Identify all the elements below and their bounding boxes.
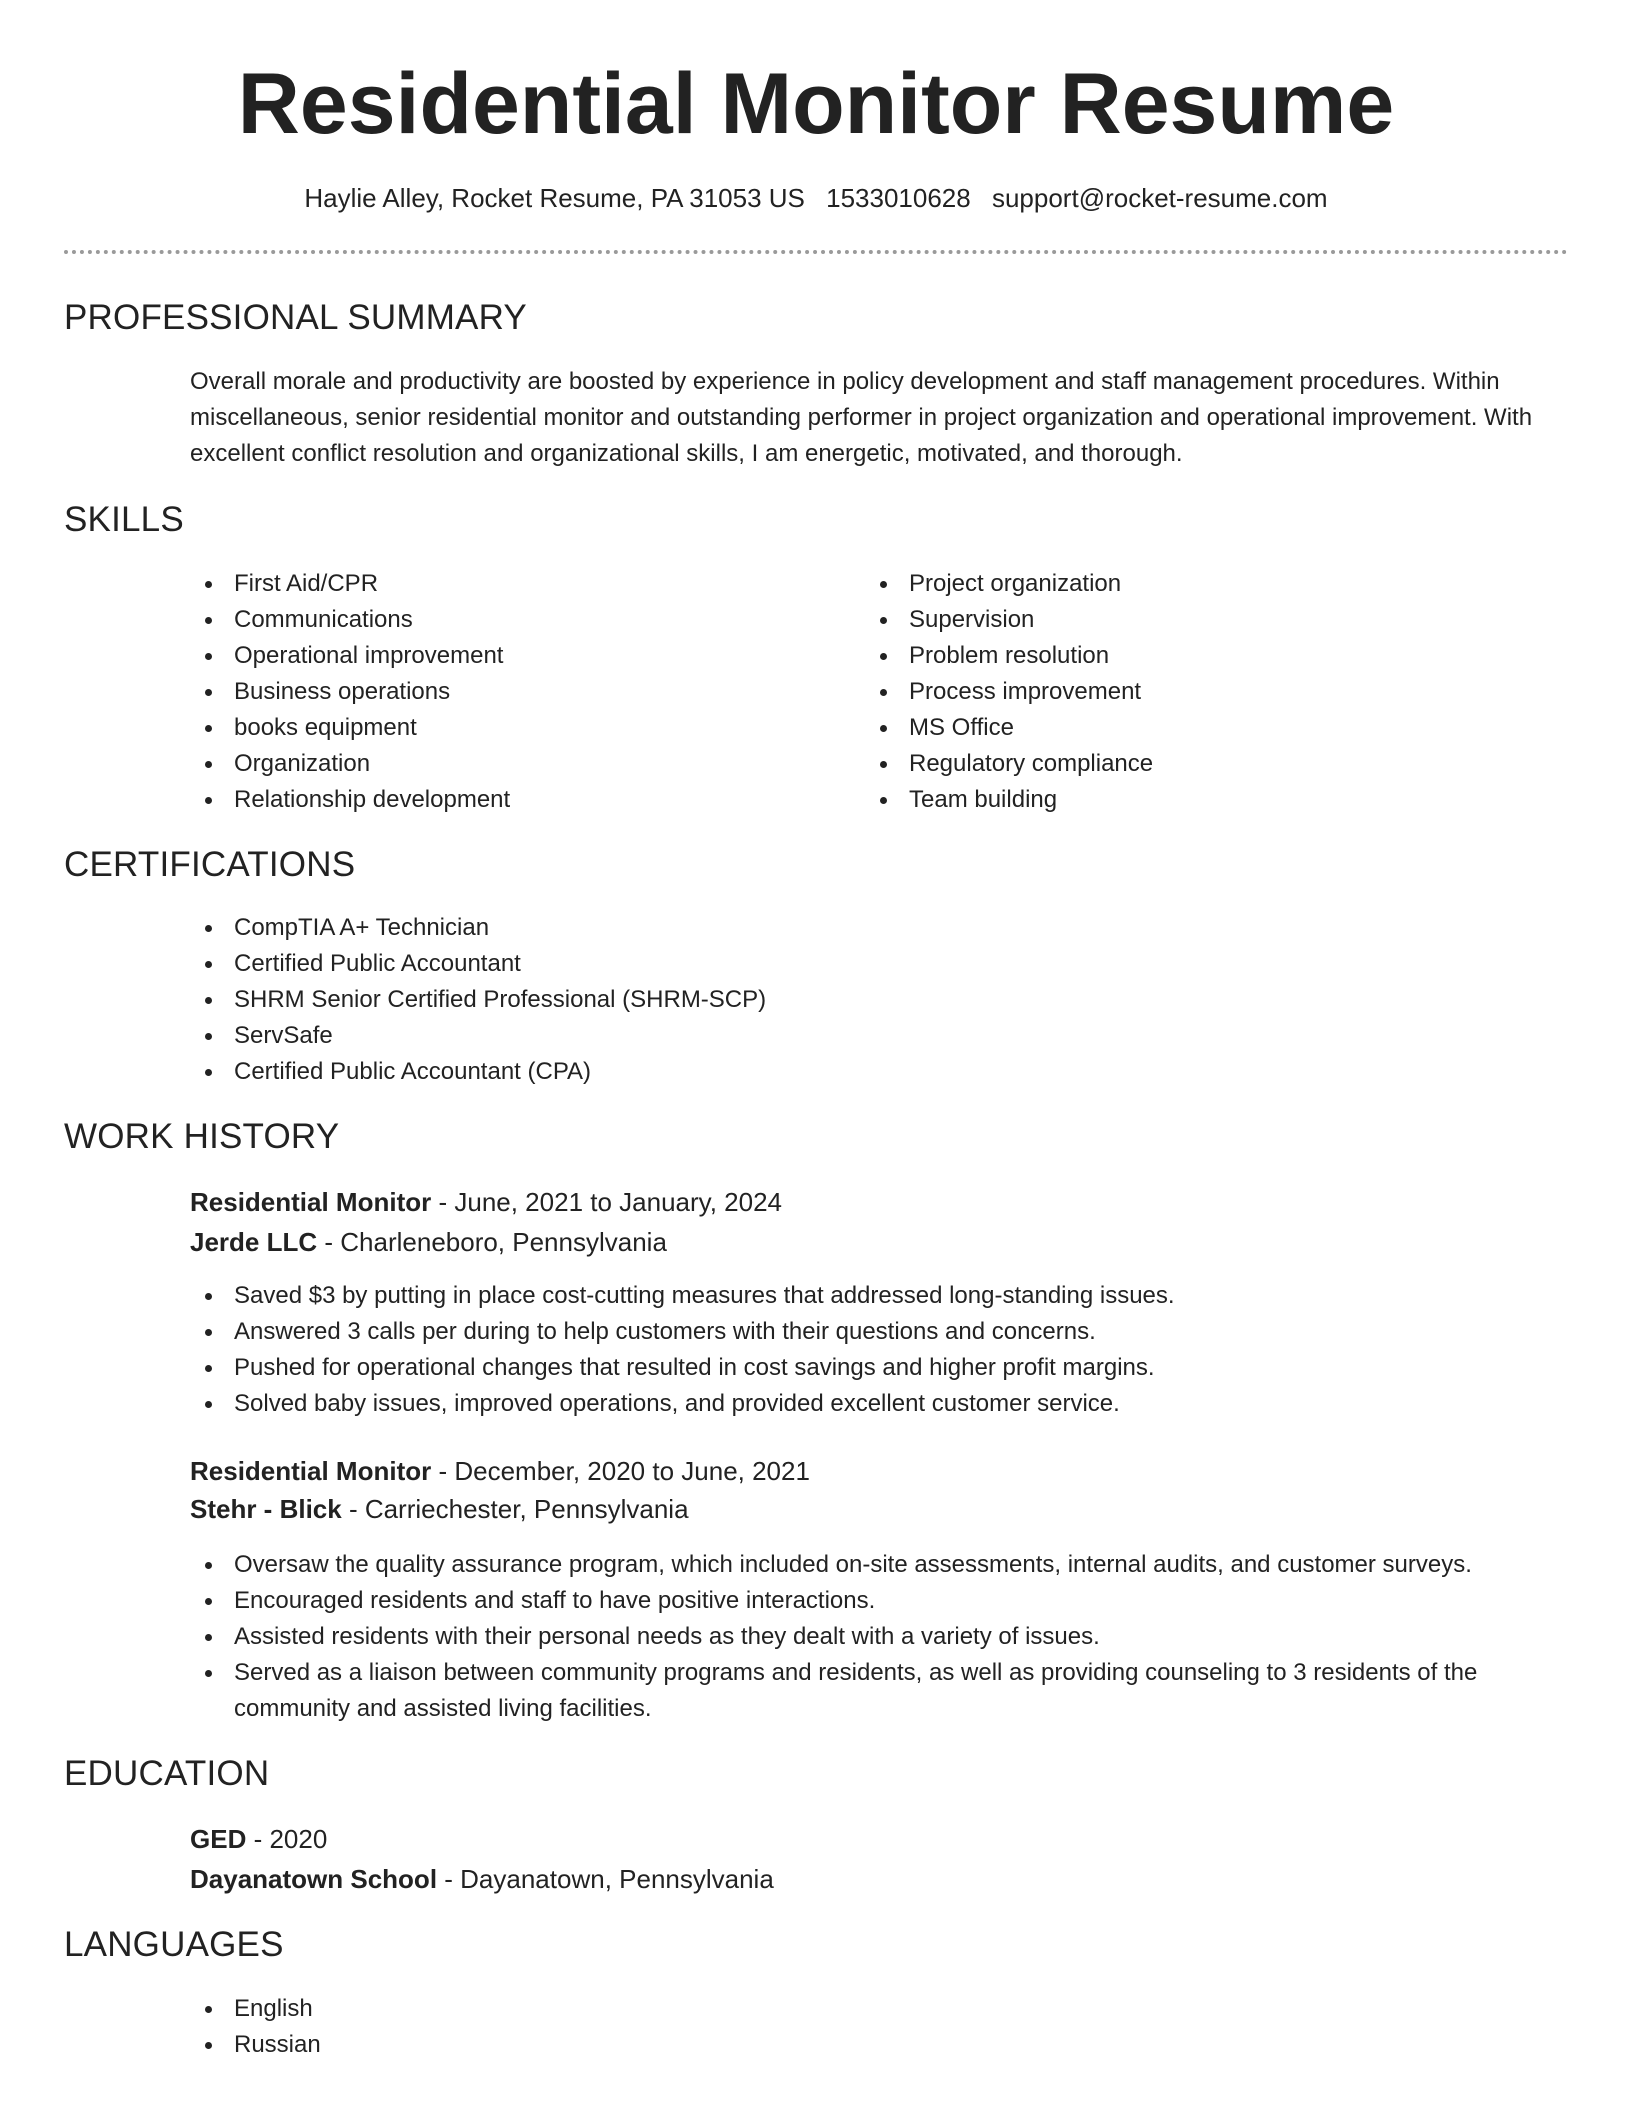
- certification-item: Certified Public Accountant (CPA): [190, 1054, 1490, 1090]
- skill-item: Team building: [865, 782, 1505, 818]
- skill-item: MS Office: [865, 710, 1505, 746]
- skills-heading: SKILLS: [64, 500, 184, 539]
- contact-address: Haylie Alley, Rocket Resume, PA 31053 US: [304, 183, 805, 213]
- skill-item: Operational improvement: [190, 638, 830, 674]
- job-company: Jerde LLC: [190, 1227, 318, 1257]
- job-company-line: [190, 1491, 689, 1527]
- certification-item: SHRM Senior Certified Professional (SHRM-SCP): [190, 982, 1490, 1018]
- job-duty-item: Encouraged residents and staff to have positive interactions.: [190, 1583, 1530, 1619]
- job-title: Residential Monitor: [190, 1456, 432, 1486]
- job-duty-item: Assisted residents with their personal needs as they dealt with a variety of issues.: [190, 1619, 1530, 1655]
- summary-heading: PROFESSIONAL SUMMARY: [64, 298, 527, 337]
- contact-email: support@rocket-resume.com: [991, 183, 1328, 213]
- job-title: Residential Monitor: [190, 1187, 432, 1217]
- languages-heading: LANGUAGES: [64, 1925, 284, 1964]
- contact-phone: 1533010628: [826, 183, 971, 213]
- skill-item: Regulatory compliance: [865, 746, 1505, 782]
- job-title-line: [190, 1184, 782, 1220]
- summary-text: Overall morale and productivity are boosted by experience in policy development and staff management procedures. Within miscellaneous, senior residential monitor and outstanding performer in project organization and operational improvement. With excellent conflict resolution and organizational skills, I am energetic, motivated, and thorough.: [190, 368, 1533, 467]
- skill-item: Communications: [190, 602, 830, 638]
- job-duty-item: Pushed for operational changes that resulted in cost savings and higher profit margins.: [190, 1350, 1570, 1386]
- job-location: - Charleneboro, Pennsylvania: [317, 1227, 667, 1257]
- certification-item: CompTIA A+ Technician: [190, 910, 1490, 946]
- contact-line: [0, 180, 1632, 216]
- skill-item: Relationship development: [190, 782, 830, 818]
- job-title-line: [190, 1453, 810, 1489]
- certifications-list: [190, 910, 1490, 1090]
- skill-item: Supervision: [865, 602, 1505, 638]
- certification-item: Certified Public Accountant: [190, 946, 1490, 982]
- languages-list: [190, 1991, 790, 2063]
- resume-title: Residential Monitor Resume: [237, 56, 1395, 152]
- job-duties-list: [190, 1547, 1530, 1727]
- education-degree: GED: [190, 1824, 247, 1854]
- job-duty-item: Answered 3 calls per during to help customers with their questions and concerns.: [190, 1314, 1570, 1350]
- skills-list-right: [865, 566, 1505, 818]
- education-year: - 2020: [246, 1824, 328, 1854]
- job-duty-item: Served as a liaison between community programs and residents, as well as providing counseling to 3 residents of the community and assisted living facilities.: [190, 1655, 1530, 1727]
- skill-item: Project organization: [865, 566, 1505, 602]
- language-item: Russian: [190, 2027, 790, 2063]
- job-dates: - December, 2020 to June, 2021: [431, 1456, 810, 1486]
- job-company-line: [190, 1224, 667, 1260]
- education-heading: EDUCATION: [64, 1754, 270, 1793]
- skill-item: First Aid/CPR: [190, 566, 830, 602]
- education-school-line: [190, 1861, 774, 1897]
- job-company: Stehr - Blick: [190, 1494, 342, 1524]
- skill-item: Process improvement: [865, 674, 1505, 710]
- certifications-heading: CERTIFICATIONS: [64, 845, 356, 884]
- job-location: - Carriechester, Pennsylvania: [341, 1494, 689, 1524]
- work-history-heading: WORK HISTORY: [64, 1117, 340, 1156]
- skill-item: Problem resolution: [865, 638, 1505, 674]
- education-degree-line: [190, 1821, 327, 1857]
- education-location: - Dayanatown, Pennsylvania: [437, 1864, 774, 1894]
- header-divider: [64, 250, 1568, 254]
- skill-item: Business operations: [190, 674, 830, 710]
- job-dates: - June, 2021 to January, 2024: [431, 1187, 783, 1217]
- skill-item: Organization: [190, 746, 830, 782]
- skill-item: books equipment: [190, 710, 830, 746]
- job-duty-item: Saved $3 by putting in place cost-cutting measures that addressed long-standing issues.: [190, 1278, 1570, 1314]
- education-school: Dayanatown School: [190, 1864, 438, 1894]
- job-duty-item: Solved baby issues, improved operations, and provided excellent customer service.: [190, 1386, 1570, 1422]
- job-duties-list: [190, 1278, 1570, 1422]
- skills-list-left: [190, 566, 830, 818]
- job-duty-item: Oversaw the quality assurance program, which included on-site assessments, internal audits, and customer surveys.: [190, 1547, 1530, 1583]
- language-item: English: [190, 1991, 790, 2027]
- certification-item: ServSafe: [190, 1018, 1490, 1054]
